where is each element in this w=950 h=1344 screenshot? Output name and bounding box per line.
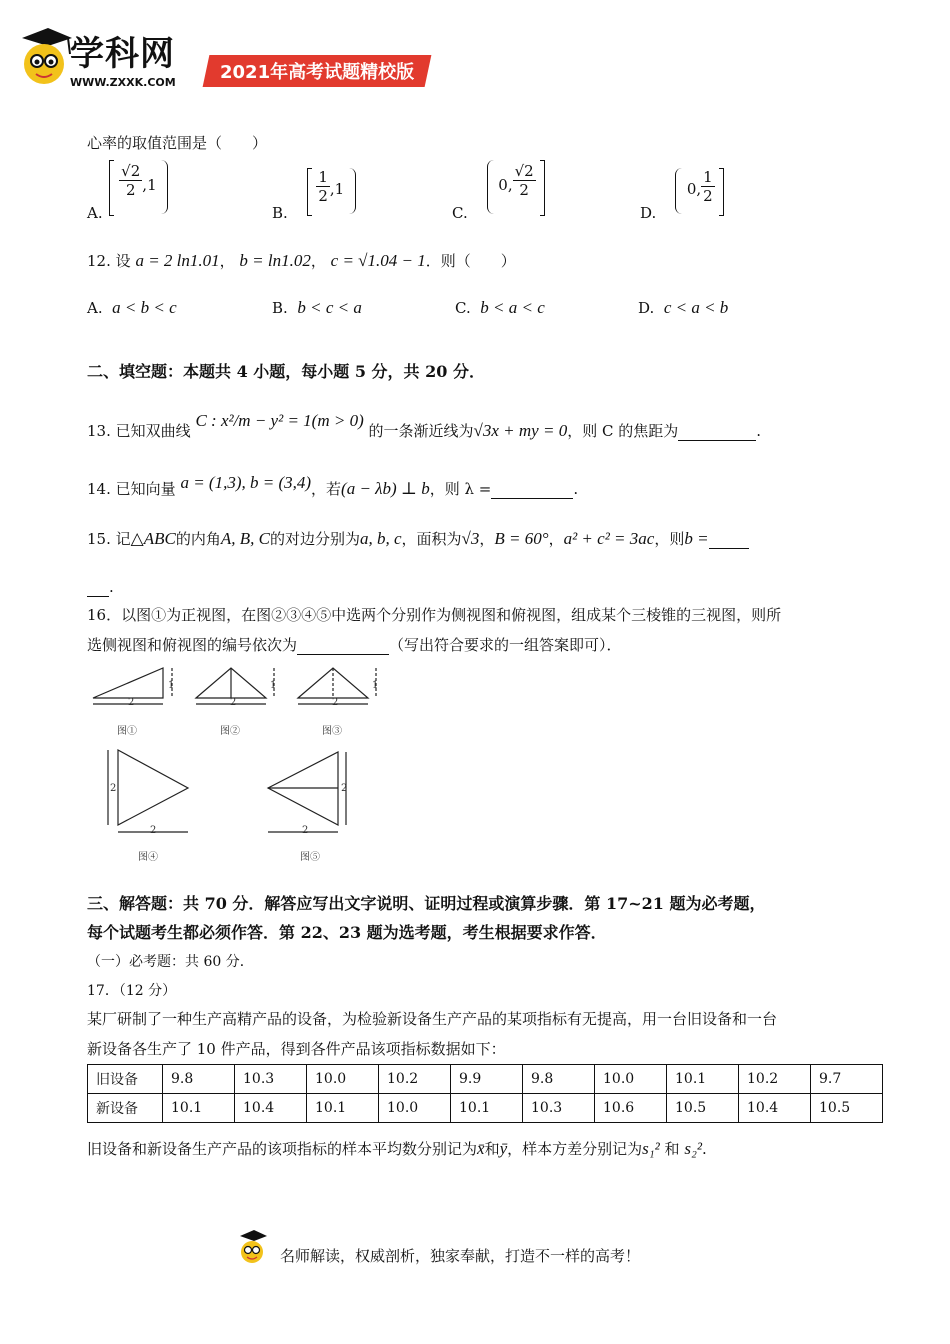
q17-number: 17．（12 分） [87,983,177,999]
section3-heading-1: 三、解答题：共 70 分．解答应写出文字说明、证明过程或演算步骤．第 17~21 题为必考题， [87,894,766,913]
q12-option-c: C. b < a < c [455,298,545,317]
table-cell: 10.1 [667,1065,739,1094]
table-cell: 10.1 [307,1094,379,1123]
table-cell: 10.2 [739,1065,811,1094]
q15-blank-cont: . [87,578,114,597]
section3-heading-2: 每个试题考生都必须作答．第 22、23 题为选考题，考生根据要求作答． [87,923,607,942]
table-cell: 9.7 [811,1065,883,1094]
figure-3-caption: 图③ [322,726,342,737]
section3-sub: （一）必考题：共 60 分． [87,954,254,970]
table-row-old [88,1065,883,1094]
figure-1-width: 2 [128,697,135,708]
q14-answer-blank[interactable] [491,480,573,499]
figure-4-height: 2 [110,783,117,794]
q13-asymptote: √3x + my = 0 [473,421,568,440]
table-cell: 10.0 [595,1065,667,1094]
table-cell: 10.1 [451,1094,523,1123]
q12-option-d: D. c < a < b [638,298,729,317]
table-cell: 10.3 [523,1094,595,1123]
q15-answer-blank[interactable] [709,530,749,549]
q13-answer-blank[interactable] [678,422,756,441]
q11-option-b-label: B. [272,204,288,222]
q17-after-table: 旧设备和新设备生产产品的该项指标的样本平均数分别记为x̄和ȳ，样本方差分别记为s₁² 和 s₂². [87,1139,707,1158]
footer-mascot-icon [236,1228,268,1266]
q12-stem: 12. 设 a = 2 ln1.01， b = ln1.02， c = √1.04 − 1．则（ ） [87,251,516,270]
q11-option-c-label: C. [452,204,468,222]
q12-expr-b: b = ln1.02 [239,251,311,270]
logo-mascot-icon [14,24,74,90]
figure-2-caption: 图② [220,726,240,737]
footer-slogan: 名师解读，权威剖析，独家奉献，打造不一样的高考！ [280,1247,641,1265]
q11-option-b: B. $\frac{1}{2}$ ,1 [272,168,356,216]
q12-option-a: A. a < b < c [87,298,177,317]
table-row-label: 新设备 [88,1094,163,1123]
q12-expr-a: a = 2 ln1.01 [135,251,220,270]
q13-curve: C : x²/m − y² = 1(m > 0) [195,411,364,430]
figure-4 [108,750,188,832]
q11-option-d: D. 0, $\frac{1}{2}$ [640,168,724,216]
q17-para1: 某厂研制了一种生产高精产品的设备，为检验新设备生产产品的某项指标有无提高，用一台旧设备和一台 [87,1010,778,1028]
figure-2-width: 2 [230,697,237,708]
figure-2-height: 1 [270,680,277,691]
q11-option-c: C. 0, $\frac{√2}{2}$ [452,160,545,216]
figure-5-width: 2 [302,825,309,836]
q12-expr-c: c = √1.04 − 1 [330,251,426,270]
table-cell: 10.2 [379,1065,451,1094]
q16-line1: 16．以图①为正视图，在图②③④⑤中选两个分别作为侧视图和俯视图，组成某个三棱锥的三视图，则所 [87,606,782,624]
table-cell: 10.5 [811,1094,883,1123]
q17-data-table [87,1064,883,1123]
three-view-figures [88,660,388,870]
q11-option-a: A. $\frac{√2}{2}$ ,1 [87,160,168,216]
q13-stem: 13. 已知双曲线 C : x²/m − y² = 1(m > 0) 的一条渐近线为√3x + my = 0，则 C 的焦距为 . [87,411,761,440]
q17-para2: 新设备各生产了 10 件产品，得到各件产品该项指标数据如下： [87,1040,506,1058]
table-cell: 9.8 [523,1065,595,1094]
table-cell: 10.3 [235,1065,307,1094]
table-row-label: 旧设备 [88,1065,163,1094]
q14-stem: 14. 已知向量 a = (1,3), b = (3,4)，若(a − λb) ⊥ b，则 λ = . [87,473,579,498]
figure-3-width: 2 [332,697,339,708]
q11-stem: 心率的取值范围是（ ） [87,134,268,152]
table-cell: 10.5 [667,1094,739,1123]
q16-answer-blank[interactable] [297,636,389,655]
q14-condition: (a − λb) ⊥ b [341,479,430,498]
table-cell: 9.9 [451,1065,523,1094]
figure-5-height: 2 [341,783,348,794]
table-row-new [88,1094,883,1123]
q16-line2: 选侧视图和俯视图的编号依次为 （写出符合要求的一组答案即可）． [87,636,622,654]
figure-1-caption: 图① [117,726,137,737]
q11-option-d-label: D. [640,204,657,222]
q12-option-b: B. b < c < a [272,298,362,317]
edition-banner: 2021年高考试题精校版 [203,55,432,87]
table-cell: 10.4 [739,1094,811,1123]
table-cell: 10.1 [163,1094,235,1123]
figure-3-height: 1 [372,680,379,691]
table-cell: 10.0 [307,1065,379,1094]
figure-4-caption: 图④ [138,852,158,863]
table-cell: 9.8 [163,1065,235,1094]
section2-heading: 二、填空题：本题共 4 小题，每小题 5 分，共 20 分． [87,362,485,381]
figure-5 [268,752,346,832]
table-cell: 10.6 [595,1094,667,1123]
site-url: WWW.ZXXK.COM [70,76,176,89]
figure-5-caption: 图⑤ [300,852,320,863]
figure-4-width: 2 [150,825,157,836]
q11-option-a-label: A. [87,204,103,222]
q15-stem: 15. 记△ABC的内角A, B, C的对边分别为a, b, c，面积为√3，B = 60°，a² + c² = 3ac，则b = [87,528,749,549]
table-cell: 10.4 [235,1094,307,1123]
figure-1-height: 1 [168,680,175,691]
table-cell: 10.0 [379,1094,451,1123]
site-name: 学科网 [70,34,175,74]
q14-vectors: a = (1,3), b = (3,4) [180,473,312,492]
